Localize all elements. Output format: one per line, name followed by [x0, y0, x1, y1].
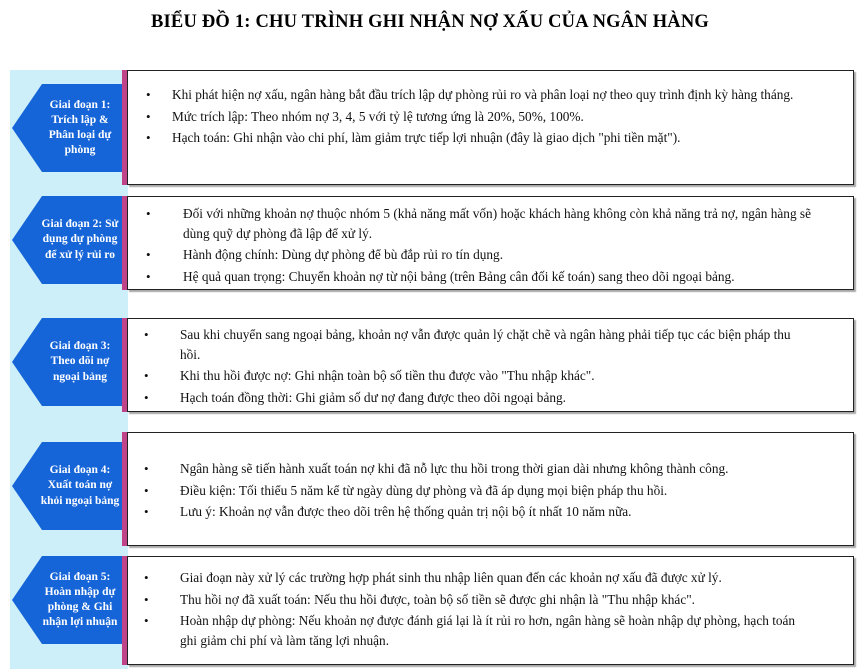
bullet-text: Thu hồi nợ đã xuất toán: Nếu thu hồi được, toàn bộ số tiền sẽ được ghi nhận là "Thu nhập khác".: [180, 591, 695, 607]
bullet-item: [128, 590, 853, 610]
stage-badge-label: Giai đoạn 2: Sử dụng dự phòng để xử lý rủi ro: [41, 218, 119, 261]
bullet-list: [128, 325, 853, 409]
bullet-list: [128, 85, 853, 150]
bullet-dot-icon: •: [146, 108, 151, 124]
bullet-item: [128, 325, 853, 364]
bullet-list: [128, 568, 853, 652]
stage-content-box-4: [127, 432, 854, 546]
bullet-item: [128, 459, 853, 479]
bullet-text: Sau khi chuyển sang ngoại bảng, khoản nợ vẫn được quản lý chặt chẽ và ngân hàng phải tiếp tục các biện pháp thu hồi.: [180, 327, 791, 362]
stage-content-box-1: [127, 70, 854, 185]
bullet-text: Lưu ý: Khoản nợ vẫn được theo dõi trên hệ thống quản trị nội bộ ít nhất 10 năm nữa.: [180, 504, 632, 519]
bullet-text: Hệ quả quan trọng: Chuyển khoản nợ từ nội bảng (trên Bảng cân đối kế toán) sang theo dõi ngoại bảng.: [183, 268, 735, 284]
bullet-text: Đối với những khoản nợ thuộc nhóm 5 (khả năng mất vốn) hoặc khách hàng không còn khả năng trả nợ, ngân hàng sẽ dùng quỹ dự phòng đã lập để xử lý.: [183, 206, 811, 241]
bullet-text: Điều kiện: Tối thiểu 5 năm kể từ ngày dùng dự phòng và đã áp dụng mọi biện pháp thu hồi.: [180, 482, 668, 498]
bullet-text: Mức trích lập: Theo nhóm nợ 3, 4, 5 với tỷ lệ tương ứng là 20%, 50%, 100%.: [172, 108, 584, 124]
bullet-dot-icon: •: [144, 504, 149, 519]
bullet-dot-icon: •: [144, 482, 149, 498]
bullet-text: Hạch toán: Ghi nhận vào chi phí, làm giảm trực tiếp lợi nhuận (đây là giao dịch "phi tiền mặt").: [172, 130, 681, 145]
bullet-dot-icon: •: [144, 570, 149, 585]
bullet-dot-icon: •: [146, 268, 151, 284]
bullet-dot-icon: •: [146, 130, 151, 145]
bullet-item: [128, 267, 853, 287]
bullet-item: [128, 388, 853, 408]
bullet-dot-icon: •: [144, 368, 149, 383]
bullet-dot-icon: •: [144, 591, 149, 607]
stage-badge-label: Giai đoạn 5: Hoàn nhập dự phòng & Ghi nhận lợi nhuận: [42, 570, 118, 629]
stage-badge-label: Giai đoạn 4: Xuất toán nợ khỏi ngoại bảng: [40, 464, 120, 507]
bullet-text: Hạch toán đồng thời: Ghi giảm số dư nợ đang được theo dõi ngoại bảng.: [180, 389, 566, 405]
bullet-item: [128, 204, 853, 243]
bullet-list: [128, 459, 853, 524]
bullet-dot-icon: •: [144, 389, 149, 405]
bullet-dot-icon: •: [144, 327, 149, 342]
bullet-list: [128, 204, 853, 288]
stage-badge-4: [12, 442, 124, 530]
stage-content-box-2: [127, 196, 854, 290]
bullet-item: [128, 128, 853, 148]
stage-badge-1: [12, 84, 124, 172]
bullet-dot-icon: •: [146, 87, 151, 102]
bullet-dot-icon: •: [144, 461, 149, 476]
bullet-dot-icon: •: [146, 206, 151, 221]
bullet-dot-icon: •: [144, 613, 149, 628]
bullet-item: [128, 85, 853, 105]
bullet-dot-icon: •: [146, 247, 151, 262]
bullet-item: [128, 502, 853, 522]
bullet-text: Giai đoạn này xử lý các trường hợp phát sinh thu nhập liên quan đến các khoản nợ xấu đã được xử lý.: [180, 570, 722, 585]
stage-content-box-3: [127, 318, 854, 412]
bullet-text: Khi thu hồi được nợ: Ghi nhận toàn bộ số tiền thu được vào "Thu nhập khác".: [180, 368, 595, 383]
bullet-item: [128, 366, 853, 386]
stage-badge-3: [12, 318, 124, 406]
page-title: BIỂU ĐỒ 1: CHU TRÌNH GHI NHẬN NỢ XẤU CỦA NGÂN HÀNG: [150, 12, 709, 32]
bullet-text: Hành động chính: Dùng dự phòng để bù đắp rủi ro tín dụng.: [183, 247, 504, 262]
bullet-item: [128, 107, 853, 127]
bullet-item: [128, 568, 853, 588]
stage-badge-5: [12, 556, 124, 644]
bullet-item: [128, 245, 853, 265]
bullet-text: Hoàn nhập dự phòng: Nếu khoản nợ được đánh giá lại là ít rủi ro hơn, ngân hàng sẽ hoàn nhập dự phòng, hạch toán ghi giảm chi phí và làm tăng lợi nhuận.: [180, 613, 796, 648]
stage-badge-label: Giai đoạn 3: Theo dõi nợ ngoại bảng: [49, 340, 111, 383]
bullet-item: [128, 611, 853, 650]
stage-badge-label: Giai đoạn 1: Trích lập & Phân loại dự phòng: [48, 98, 112, 157]
stage-badge-2: [12, 196, 124, 284]
bullet-text: Khi phát hiện nợ xấu, ngân hàng bắt đầu trích lập dự phòng rủi ro và phân loại nợ theo quy trình định kỳ hàng tháng.: [172, 87, 794, 102]
stage-content-box-5: [127, 556, 854, 665]
bullet-text: Ngân hàng sẽ tiến hành xuất toán nợ khi đã nỗ lực thu hồi trong thời gian dài nhưng không thành công.: [180, 461, 729, 476]
bullet-item: [128, 481, 853, 501]
